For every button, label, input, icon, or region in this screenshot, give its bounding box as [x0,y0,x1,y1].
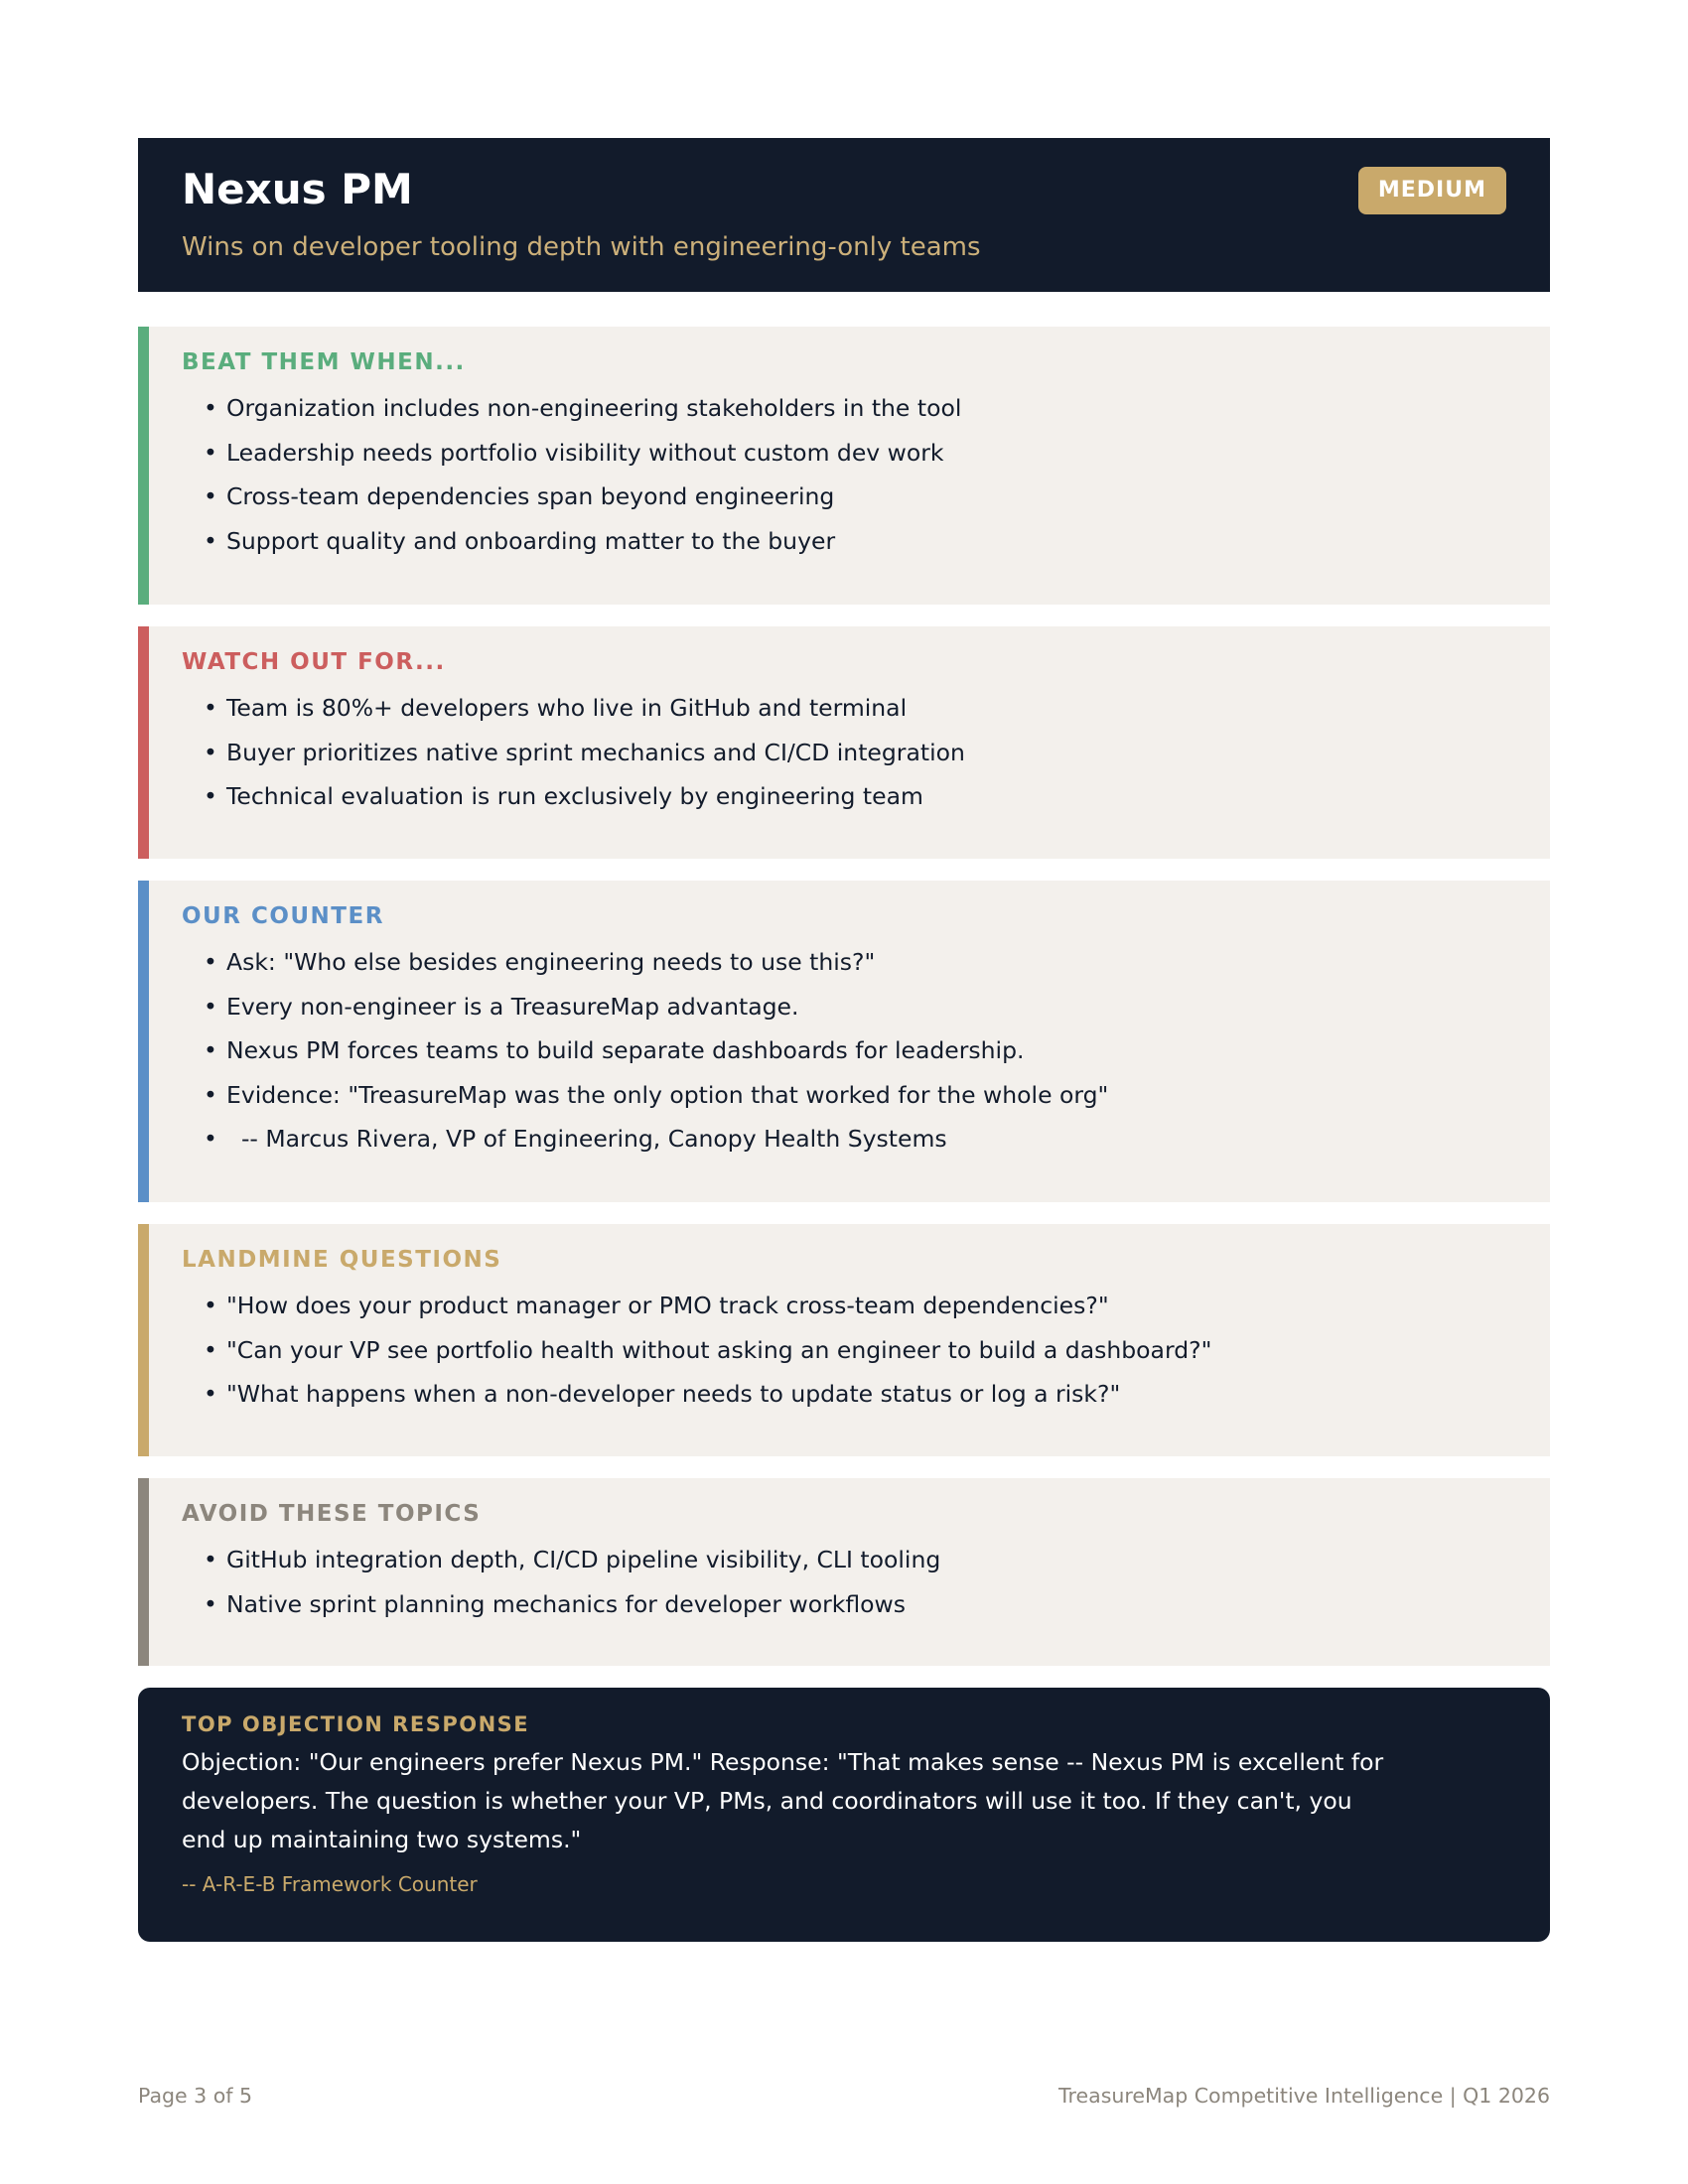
objection-response-text: Objection: "Our engineers prefer Nexus PM." Response: "That makes sense -- Nexus PM is excellent for developers. The question is whether your VP, PMs, and coordinators will use it too. If they can't, you end up maintaining two systems." [182,1748,1384,1853]
list-item: • Support quality and onboarding matter to the buyer [204,519,1510,564]
list-item: • Every non-engineer is a TreasureMap advantage. [204,985,1510,1029]
landmine-questions-section [138,1224,1550,1456]
section-title: BEAT THEM WHEN... [182,349,466,375]
list-item: • Organization includes non-engineering stakeholders in the tool [204,386,1510,431]
list-item: • Technical evaluation is run exclusively by engineering team [204,774,1510,819]
section-title: OUR COUNTER [182,903,384,929]
top-objection-card [138,1688,1550,1942]
list-item: • Nexus PM forces teams to build separate dashboards for leadership. [204,1028,1510,1073]
list-item: • Leadership needs portfolio visibility without custom dev work [204,431,1510,476]
list-item: • -- Marcus Rivera, VP of Engineering, Canopy Health Systems [204,1117,1510,1161]
section-title: WATCH OUT FOR... [182,649,446,675]
landmine-questions-list [182,1284,1510,1417]
list-item: • Ask: "Who else besides engineering needs to use this?" [204,940,1510,985]
page-number: Page 3 of 5 [138,2084,253,2108]
objection-title: TOP OBJECTION RESPONSE [182,1712,530,1736]
list-item: • Buyer prioritizes native sprint mechanics and CI/CD integration [204,731,1510,775]
competitor-header [138,138,1550,292]
our-counter-section [138,881,1550,1202]
list-item: • Native sprint planning mechanics for developer workflows [204,1582,1510,1627]
competitor-name: Nexus PM [182,165,413,213]
list-item: • "What happens when a non-developer needs to update status or log a risk?" [204,1372,1510,1417]
objection-attribution: -- A-R-E-B Framework Counter [182,1872,478,1896]
battlecard-page [138,138,1550,1942]
list-item: • Team is 80%+ developers who live in GitHub and terminal [204,686,1510,731]
avoid-topics-section [138,1478,1550,1666]
list-item: • Cross-team dependencies span beyond engineering [204,475,1510,519]
list-item: • GitHub integration depth, CI/CD pipeline visibility, CLI tooling [204,1538,1510,1582]
section-title: AVOID THESE TOPICS [182,1501,482,1527]
beat-them-when-list [182,386,1510,563]
avoid-topics-list [182,1538,1510,1626]
watch-out-for-section [138,626,1550,859]
section-title: LANDMINE QUESTIONS [182,1247,502,1273]
threat-level-badge: MEDIUM [1358,167,1506,214]
competitor-summary: Wins on developer tooling depth with engineering-only teams [182,232,981,262]
footer-source: TreasureMap Competitive Intelligence | Q1 2026 [1058,2084,1550,2108]
list-item: • "Can your VP see portfolio health without asking an engineer to build a dashboard?" [204,1328,1510,1373]
beat-them-when-section [138,327,1550,605]
watch-out-for-list [182,686,1510,819]
list-item: • Evidence: "TreasureMap was the only option that worked for the whole org" [204,1073,1510,1118]
our-counter-list [182,940,1510,1161]
list-item: • "How does your product manager or PMO track cross-team dependencies?" [204,1284,1510,1328]
